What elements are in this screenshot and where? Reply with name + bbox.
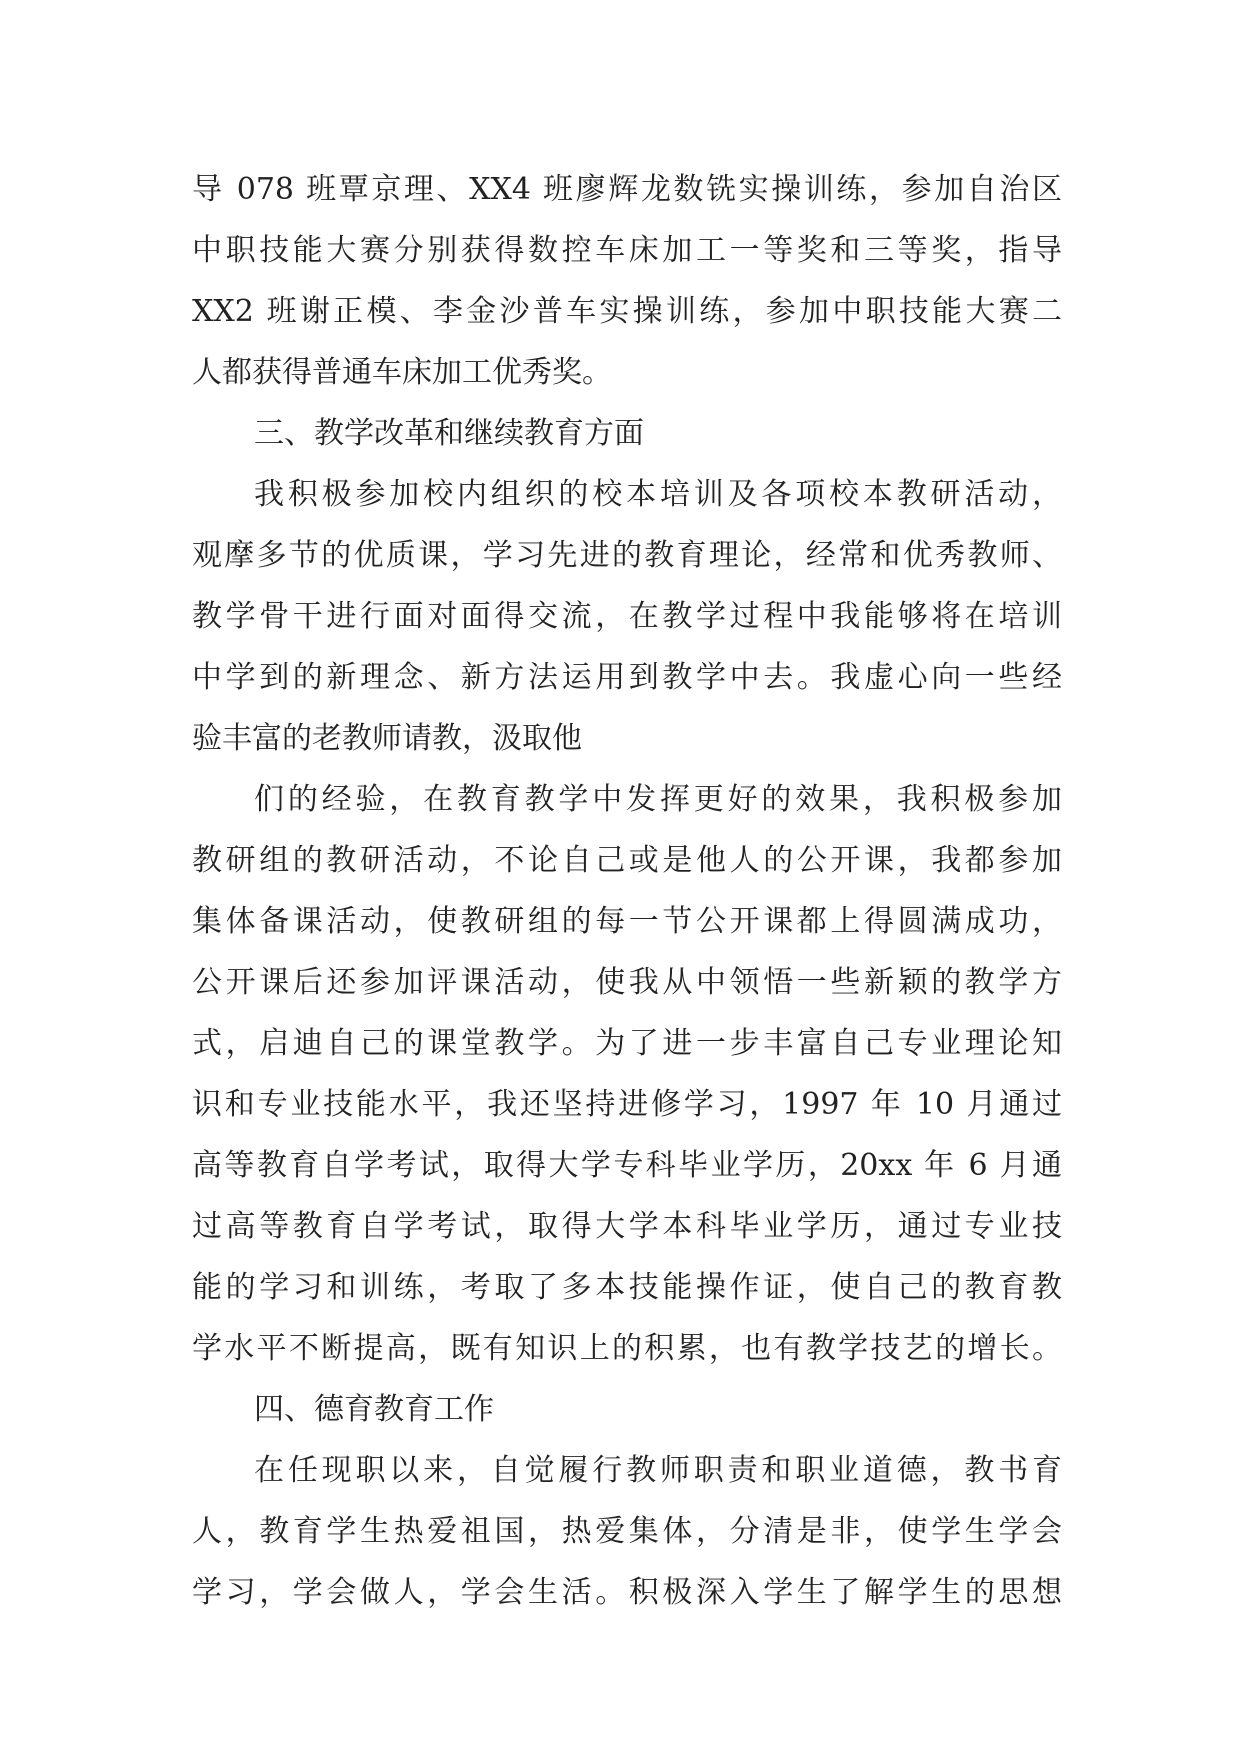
text-line: 导 078 班覃京理、XX4 班廖辉龙数铣实操训练，参加自治区 [192, 172, 1062, 207]
text-line: 过高等教育自学考试，取得大学本科毕业学历，通过专业技 [192, 1209, 1062, 1244]
text-line: 我积极参加校内组织的校本培训及各项校本教研活动， [254, 477, 1062, 512]
text-line: 观摩多节的优质课，学习先进的教育理论，经常和优秀教师、 [192, 538, 1062, 573]
text-line: 中学到的新理念、新方法运用到教学中去。我虚心向一些经 [192, 660, 1062, 695]
text-line: 人都获得普通车床加工优秀奖。 [192, 355, 612, 390]
text-line: 中职技能大赛分别获得数控车床加工一等奖和三等奖，指导 [192, 233, 1062, 268]
text-line: 高等教育自学考试，取得大学专科毕业学历，20xx 年 6 月通 [192, 1148, 1062, 1183]
text-line: 们的经验，在教育教学中发挥更好的效果，我积极参加 [254, 782, 1062, 817]
text-line: 教研组的教研活动，不论自己或是他人的公开课，我都参加 [192, 843, 1062, 878]
text-line: 公开课后还参加评课活动，使我从中领悟一些新颖的教学方 [192, 965, 1062, 1000]
text-line: 识和专业技能水平，我还坚持进修学习，1997 年 10 月通过 [192, 1087, 1062, 1122]
text-line: 验丰富的老教师请教，汲取他 [192, 721, 582, 756]
text-line: 学水平不断提高，既有知识上的积累，也有教学技艺的增长。 [192, 1331, 1062, 1366]
text-line: 能的学习和训练，考取了多本技能操作证，使自己的教育教 [192, 1270, 1062, 1305]
document-body [192, 159, 1062, 1623]
text-line: 教学骨干进行面对面得交流，在教学过程中我能够将在培训 [192, 599, 1062, 634]
section-heading: 四、德育教育工作 [254, 1392, 494, 1427]
text-line: 人，教育学生热爱祖国，热爱集体，分清是非，使学生学会 [192, 1514, 1062, 1549]
text-line: 集体备课活动，使教研组的每一节公开课都上得圆满成功， [192, 904, 1062, 939]
text-line: 学习，学会做人，学会生活。积极深入学生了解学生的思想 [192, 1575, 1062, 1610]
text-line: 在任现职以来，自觉履行教师职责和职业道德，教书育 [254, 1453, 1062, 1488]
text-line: XX2 班谢正模、李金沙普车实操训练，参加中职技能大赛二 [192, 294, 1062, 329]
section-heading: 三、教学改革和继续教育方面 [254, 416, 644, 451]
text-line: 式，启迪自己的课堂教学。为了进一步丰富自己专业理论知 [192, 1026, 1062, 1061]
